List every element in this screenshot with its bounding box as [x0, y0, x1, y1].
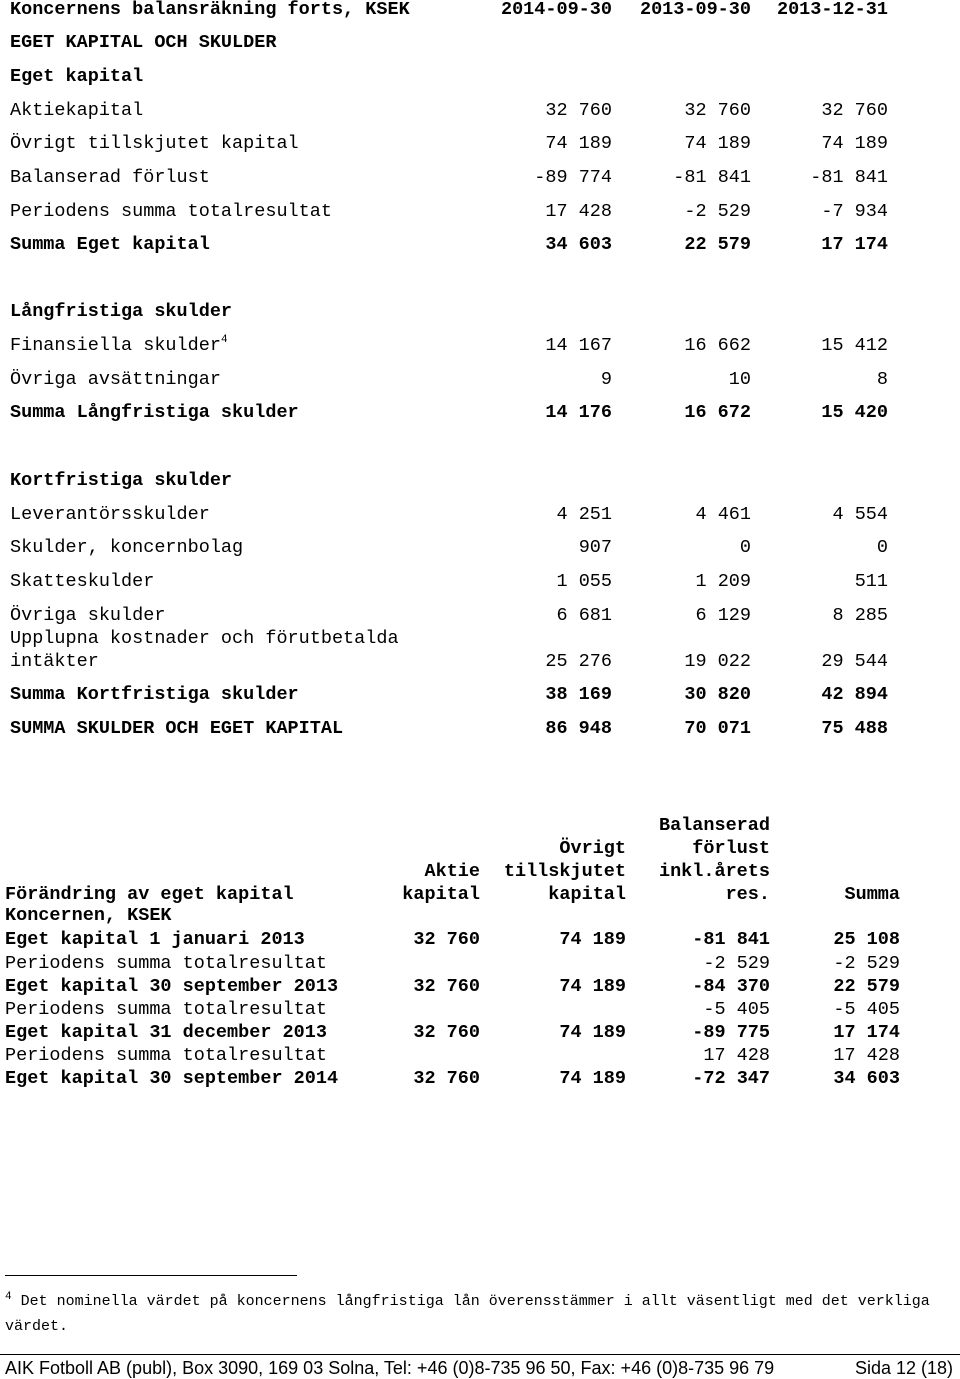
cell-value: 0: [876, 537, 888, 558]
cell-value: 38 169: [545, 684, 612, 705]
cell-value: 8: [876, 369, 888, 390]
total-row: [0, 717, 960, 741]
table-row-accrued: [0, 650, 960, 674]
table-row: [0, 928, 960, 951]
cell-value: -89 775: [692, 1022, 770, 1043]
table-row: [0, 99, 960, 123]
table-row-accrued-line1: [0, 627, 960, 651]
cell-value: 907: [578, 537, 612, 558]
row-label: Periodens summa totalresultat: [10, 201, 332, 222]
cell-value: -5 405: [703, 999, 770, 1020]
table-row: [0, 952, 960, 975]
cell-value: -2 529: [833, 953, 900, 974]
cell-value: 70 071: [684, 718, 751, 739]
table-row: [0, 1044, 960, 1067]
table-row: [0, 1067, 960, 1090]
row-label: Summa Eget kapital: [10, 234, 210, 255]
cell-value: 17 428: [833, 1045, 900, 1066]
cell-value: 4 461: [695, 504, 751, 525]
cell-value: -7 934: [821, 201, 888, 222]
row-label: SUMMA SKULDER OCH EGET KAPITAL: [10, 718, 344, 739]
col-header-2014-09-30: 2014-09-30: [500, 0, 612, 20]
row-label: Övriga skulder: [10, 605, 166, 626]
col-header-ovrigt-tillskjutet: [504, 837, 626, 906]
cell-value: 22 579: [684, 234, 751, 255]
balance-title: Koncernens balansräkning forts, KSEK: [10, 0, 410, 20]
row-label: intäkter: [10, 651, 99, 672]
cell-value: 17 174: [821, 234, 888, 255]
col-header-balanserad-forlust: [659, 814, 770, 906]
cell-value: 1 055: [556, 571, 612, 592]
longterm-heading-text: Långfristiga skulder: [10, 301, 233, 322]
cell-value: 25 108: [833, 929, 900, 950]
col-header-2013-09-30: 2013-09-30: [639, 0, 751, 20]
cell-value: 32 760: [684, 100, 751, 121]
cell-value: 8 285: [832, 605, 888, 626]
footnote-mark: 4: [5, 1291, 12, 1303]
col-header-line: förlust: [692, 838, 770, 859]
footer-contact: AIK Fotboll AB (publ), Box 3090, 169 03 Solna, Tel: +46 (0)8-735 96 50, Fax: +46 (0)8-735 96 79: [5, 1358, 775, 1378]
cell-value: -81 841: [692, 929, 770, 950]
col-header-aktiekapital: [402, 860, 480, 906]
table-row: [0, 132, 960, 156]
row-label: Summa Kortfristiga skulder: [10, 684, 299, 705]
row-label: Balanserad förlust: [10, 167, 210, 188]
longterm-heading: [0, 300, 960, 324]
section-heading-text: EGET KAPITAL OCH SKULDER: [10, 32, 277, 53]
col-header-summa: Summa: [844, 884, 900, 905]
cell-value: 9: [600, 369, 612, 390]
cell-value: 34 603: [545, 234, 612, 255]
balance-header-row: [0, 0, 960, 22]
row-label: Eget kapital 1 januari 2013: [5, 929, 305, 950]
row-label: Övrigt tillskjutet kapital: [10, 133, 299, 154]
equity-heading: [0, 65, 960, 89]
cell-value: 15 412: [821, 335, 888, 356]
cell-value: 0: [739, 537, 751, 558]
sum-row: [0, 683, 960, 707]
table-row: [0, 166, 960, 190]
cell-value: 14 167: [545, 335, 612, 356]
table-row: [0, 604, 960, 628]
footnote-text: Det nominella värdet på koncernens långfristiga lån överensstämmer i allt väsentligt med det verkliga värdet.: [5, 1293, 930, 1335]
cell-value: 10: [728, 369, 751, 390]
cell-value: 6 129: [695, 605, 751, 626]
cell-value: 6 681: [556, 605, 612, 626]
row-label: Periodens summa totalresultat: [5, 999, 327, 1020]
row-label: Leverantörsskulder: [10, 504, 210, 525]
page-number: Sida 12 (18): [854, 1358, 953, 1378]
cell-value: 17 428: [703, 1045, 770, 1066]
row-label: Eget kapital 31 december 2013: [5, 1022, 327, 1043]
cell-value: 32 760: [413, 976, 480, 997]
table-row: [0, 570, 960, 594]
cell-value: 75 488: [821, 718, 888, 739]
page-footer: [5, 1357, 955, 1379]
table-row: [0, 975, 960, 998]
cell-value: -81 841: [810, 167, 888, 188]
col-header-line: Aktie: [424, 861, 480, 882]
col-header-line: tillskjutet: [503, 861, 626, 882]
col-header-line: Balanserad: [658, 815, 770, 836]
col-header-line: res.: [725, 884, 770, 905]
col-header-line: Övrigt: [559, 838, 626, 859]
row-label: Periodens summa totalresultat: [5, 953, 327, 974]
cell-value: 74 189: [559, 929, 626, 950]
cell-value: 74 189: [684, 133, 751, 154]
sum-row: [0, 233, 960, 257]
cell-value: 74 189: [559, 1068, 626, 1089]
footnote: [5, 1290, 935, 1339]
footnote-divider: [5, 1275, 297, 1276]
cell-value: -81 841: [673, 167, 751, 188]
footer-divider: [0, 1354, 960, 1355]
row-label: Eget kapital 30 september 2013: [5, 976, 339, 997]
cell-value: 16 662: [684, 335, 751, 356]
cell-value: -2 529: [703, 953, 770, 974]
cell-value: 74 189: [559, 976, 626, 997]
cell-value: 16 672: [684, 402, 751, 423]
row-label: Periodens summa totalresultat: [5, 1045, 327, 1066]
section-heading: [0, 31, 960, 55]
equity-changes-subtitle: [0, 904, 960, 927]
cell-value: 74 189: [559, 1022, 626, 1043]
row-label: Upplupna kostnader och förutbetalda: [10, 628, 399, 649]
subtitle-text: Koncernen, KSEK: [5, 905, 172, 926]
footnote-ref: 4: [220, 334, 228, 346]
cell-value: 15 420: [821, 402, 888, 423]
cell-value: 4 251: [556, 504, 612, 525]
sum-row: [0, 401, 960, 425]
col-header-line: kapital: [402, 884, 480, 905]
table-row: [0, 334, 960, 358]
cell-value: 74 189: [545, 133, 612, 154]
col-header-2013-12-31: 2013-12-31: [776, 0, 888, 20]
table-row: [0, 200, 960, 224]
table-row: [0, 368, 960, 392]
cell-value: 25 276: [545, 651, 612, 672]
cell-value: 32 760: [413, 929, 480, 950]
row-label: Eget kapital 30 september 2014: [5, 1068, 339, 1089]
row-label: Aktiekapital: [10, 100, 144, 121]
equity-heading-text: Eget kapital: [10, 66, 144, 87]
cell-value: 32 760: [821, 100, 888, 121]
cell-value: 32 760: [413, 1068, 480, 1089]
cell-value: 4 554: [832, 504, 888, 525]
cell-value: 17 428: [545, 201, 612, 222]
cell-value: 19 022: [684, 651, 751, 672]
table-row: [0, 536, 960, 560]
cell-value: 86 948: [545, 718, 612, 739]
col-header-line: inkl.årets: [658, 861, 770, 882]
cell-value: -89 774: [534, 167, 612, 188]
row-label: Skulder, koncernbolag: [10, 537, 244, 558]
cell-value: -5 405: [833, 999, 900, 1020]
row-label-text: Finansiella skulder: [10, 335, 221, 356]
shortterm-heading-text: Kortfristiga skulder: [10, 470, 233, 491]
cell-value: 22 579: [833, 976, 900, 997]
row-label: Summa Långfristiga skulder: [10, 402, 299, 423]
cell-value: 29 544: [821, 651, 888, 672]
table-row: [0, 1021, 960, 1044]
row-label: Övriga avsättningar: [10, 369, 221, 390]
cell-value: 14 176: [545, 402, 612, 423]
cell-value: 1 209: [695, 571, 751, 592]
cell-value: -2 529: [684, 201, 751, 222]
col-header-line: kapital: [548, 884, 626, 905]
cell-value: 17 174: [833, 1022, 900, 1043]
equity-changes-header: [0, 810, 960, 906]
cell-value: -72 347: [692, 1068, 770, 1089]
row-label: [10, 334, 228, 360]
cell-value: 42 894: [821, 684, 888, 705]
equity-changes-title: Förändring av eget kapital: [5, 884, 294, 905]
cell-value: 30 820: [684, 684, 751, 705]
table-row: [0, 998, 960, 1021]
cell-value: -84 370: [692, 976, 770, 997]
shortterm-heading: [0, 469, 960, 493]
cell-value: 511: [854, 571, 888, 592]
row-label: Skatteskulder: [10, 571, 155, 592]
cell-value: 32 760: [413, 1022, 480, 1043]
table-row: [0, 503, 960, 527]
cell-value: 74 189: [821, 133, 888, 154]
cell-value: 32 760: [545, 100, 612, 121]
cell-value: 34 603: [833, 1068, 900, 1089]
